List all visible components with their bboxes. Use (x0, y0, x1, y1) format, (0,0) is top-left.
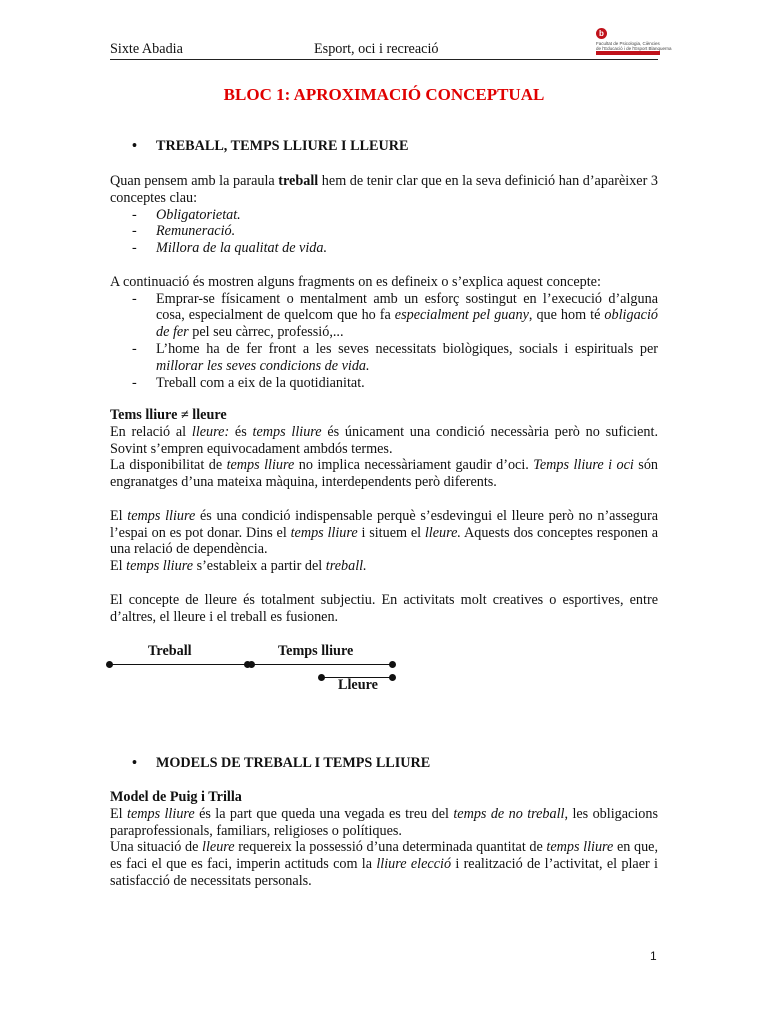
label-treball: Treball (148, 643, 192, 659)
paragraph: El concepte de lleure és totalment subjectiu. En activitats molt creatives o esportives, entre d’altres, el lleure i el treball es fusionen. (110, 591, 658, 625)
paragraph: A continuació és mostren alguns fragments on es defineix o s’explica aquest concepte: (110, 273, 601, 290)
page-header (110, 41, 672, 61)
section1-heading: • TREBALL, TEMPS LLIURE I LLEURE (132, 138, 409, 154)
endpoint-dot (248, 661, 255, 668)
list-item: - Treball com a eix de la quotidianitat. (132, 374, 365, 391)
endpoint-dot (106, 661, 113, 668)
blanquerna-logo (596, 28, 672, 60)
section1-body (110, 173, 658, 391)
paragraph: La disponibilitat de temps lliure no implica necessàriament gaudir d’oci. Temps lliure i oci són engranatges d’una mateixa màquina, interdependents però diferents. (110, 457, 659, 491)
logo-text: Facultat de Psicologia, Ciències de l'Educació i de l'Esport Blanquerna (596, 41, 672, 51)
paragraph: En relació al lleure: és temps lliure és únicament una condició necessària però no suficient. Sovint s’empren equivocadament ambdós termes. (110, 423, 658, 457)
logo-icon: b (596, 28, 607, 39)
bullet-icon: • (132, 755, 137, 771)
treball-line (110, 664, 248, 665)
label-temps-lliure: Temps lliure (278, 643, 354, 659)
label-lleure: Lleure (338, 677, 378, 693)
list-item: - Obligatorietat. (132, 206, 241, 223)
list-item: - Remuneració. (132, 223, 236, 240)
logo-bar (596, 51, 660, 55)
list-item: - Emprar-se físicament o mentalment amb un esforç sostingut en l’execució d’alguna cosa, especialment de quelcom que ho fa especialment pel guany, que hom té obligació de fer pel seu càrrec, professió,... (132, 290, 659, 341)
header-author: Sixte Abadia (110, 41, 183, 57)
treball-lleure-diagram (100, 640, 420, 700)
page-number: 1 (650, 949, 657, 963)
paragraph: El temps lliure és la part que queda una vegada es treu del temps de no treball, les obligacions paraprofessionals, familiars, religioses o polítiques. (110, 805, 658, 839)
bullet-icon: • (132, 138, 137, 154)
tems-section (110, 407, 658, 625)
endpoint-dot (389, 674, 396, 681)
temps-lliure-line (250, 664, 392, 665)
section2-body (110, 789, 658, 890)
paragraph: Quan pensem amb la paraula treball hem de tenir clar que en la seva definició han d’aparèixer 3 conceptes clau: (110, 173, 658, 206)
section2-heading: • MODELS DE TREBALL I TEMPS LLIURE (132, 755, 431, 771)
header-rule (110, 59, 658, 60)
list-item: - L’home ha de fer front a les seves necessitats biològiques, socials i espirituals per millorar les seves condicions de vida. (132, 340, 658, 374)
paragraph: Una situació de lleure requereix la possessió d’una determinada quantitat de temps lliure en que, es faci el que es faci, imperin actituds com la lliure elecció i realització de l’activitat, el plaer i satisfacció de necessitats personals. (110, 839, 659, 889)
document-title: BLOC 1: APROXIMACIÓ CONCEPTUAL (223, 85, 545, 104)
paragraph: El temps lliure s’estableix a partir del treball. (110, 558, 367, 575)
header-course: Esport, oci i recreació (314, 41, 439, 57)
list-item: - Millora de la qualitat de vida. (132, 240, 328, 257)
endpoint-dot (389, 661, 396, 668)
subheading: Tems lliure ≠ lleure (110, 407, 227, 423)
endpoint-dot (318, 674, 325, 681)
subheading: Model de Puig i Trilla (110, 789, 242, 805)
paragraph: El temps lliure és una condició indispensable perquè s’esdevingui el lleure però no n’assegura l’espai on es pot donar. Dins el temps lliure i situem el lleure. Aquests dos conceptes responen a una relació de dependència. (110, 507, 659, 558)
